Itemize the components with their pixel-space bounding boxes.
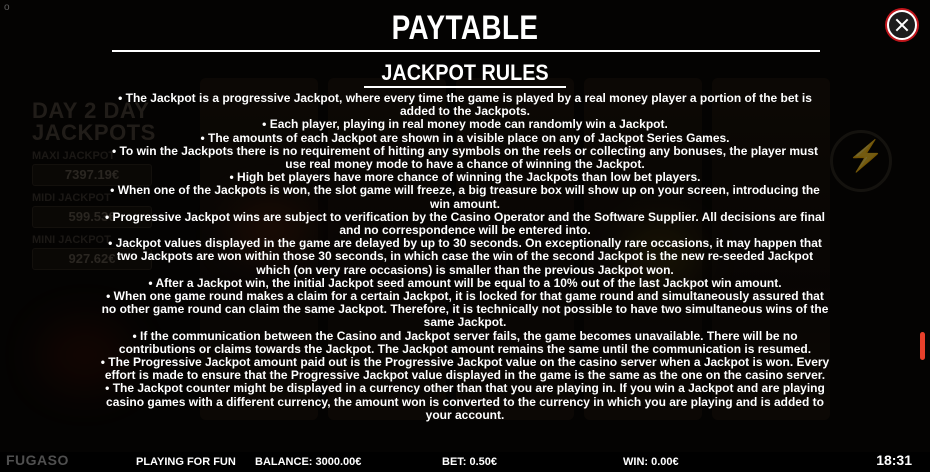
balance-display: BALANCE: 3000.00€ [255, 456, 362, 468]
rule-item: • High bet players have more chance of winning the Jackpots than low bet players. [229, 170, 701, 185]
rule-item: • The amounts of each Jackpot are shown in a visible place on any of Jackpot Series Games. [200, 130, 730, 145]
rule-item: • When one of the Jackpots is won, the slot game will freeze, a big treasure box will show up on your screen, introducing the win amount. [110, 183, 820, 211]
brand-logo: FUGASO [6, 452, 69, 468]
title-divider [112, 50, 820, 52]
paytable-title: PAYTABLE [391, 9, 539, 47]
section-divider [364, 86, 566, 88]
play-mode: PLAYING FOR FUN [136, 456, 236, 468]
rule-item: • The Jackpot counter might be displayed in a currency other than that you are playing in. If you win a Jackpot and are playing casino games with a different currency, the amount won is converted to the currency in which you are playing and is added to your account. [105, 381, 825, 422]
rule-item: • The Jackpot is a progressive Jackpot, where every time the game is played by a real money player a portion of the bet is added to the Jackpots. [118, 92, 812, 119]
clock: 18:31 [876, 452, 912, 468]
rule-item: • If the communication between the Casino and Jackpot server fails, the game becomes unavailable. There will be no contributions or claims towards the Jackpot. The Jackpot amount remains the same until the communication is resumed. [118, 328, 812, 356]
close-icon[interactable] [887, 10, 917, 40]
rule-item: • When one game round makes a claim for a certain Jackpot, it is locked for that game round and simultaneously assured that no other game round can claim the same Jackpot. Therefore, it is technically not possible to have two simultaneous wins of the same Jackpot. [101, 289, 829, 330]
bet-display: BET: 0.50€ [442, 456, 498, 468]
rule-item: • Jackpot values displayed in the game are delayed by up to 30 seconds. On exceptionally rare occasions, it may happen that two Jackpots are won within those 30 seconds, in which case the win of the second Jackpot is the new re-seeded Jackpot which (on very rare occasions) is smaller than the previous Jackpot won. [108, 236, 822, 277]
rule-item: • Progressive Jackpot wins are subject to verification by the Casino Operator and the Software Supplier. All decisions are final and no correspondence will be entered into. [105, 209, 825, 238]
section-title: JACKPOT RULES [381, 60, 549, 85]
status-bar [0, 452, 930, 472]
win-display: WIN: 0.00€ [623, 456, 679, 468]
rule-item: • To win the Jackpots there is no requirement of hitting any symbols on the reels or collecting any bonuses, the player must use real money mode to have a chance of winning the Jackpot. [111, 143, 819, 172]
rule-item: • After a Jackpot win, the initial Jackpot seed amount will be equal to a 10% out of the last Jackpot win amount. [148, 275, 782, 290]
rules-text[interactable] [100, 92, 830, 444]
scrollbar-thumb[interactable] [920, 332, 925, 360]
rule-item: • Each player, playing in real money mode can randomly win a Jackpot. [262, 117, 668, 132]
rule-item: • The Progressive Jackpot amount paid out is the Progressive Jackpot value on the casino server when a Jackpot is won. Every effort is made to ensure that the Progressive Jackpot value displayed in the game is the same as the one on the casino server. [100, 355, 830, 383]
